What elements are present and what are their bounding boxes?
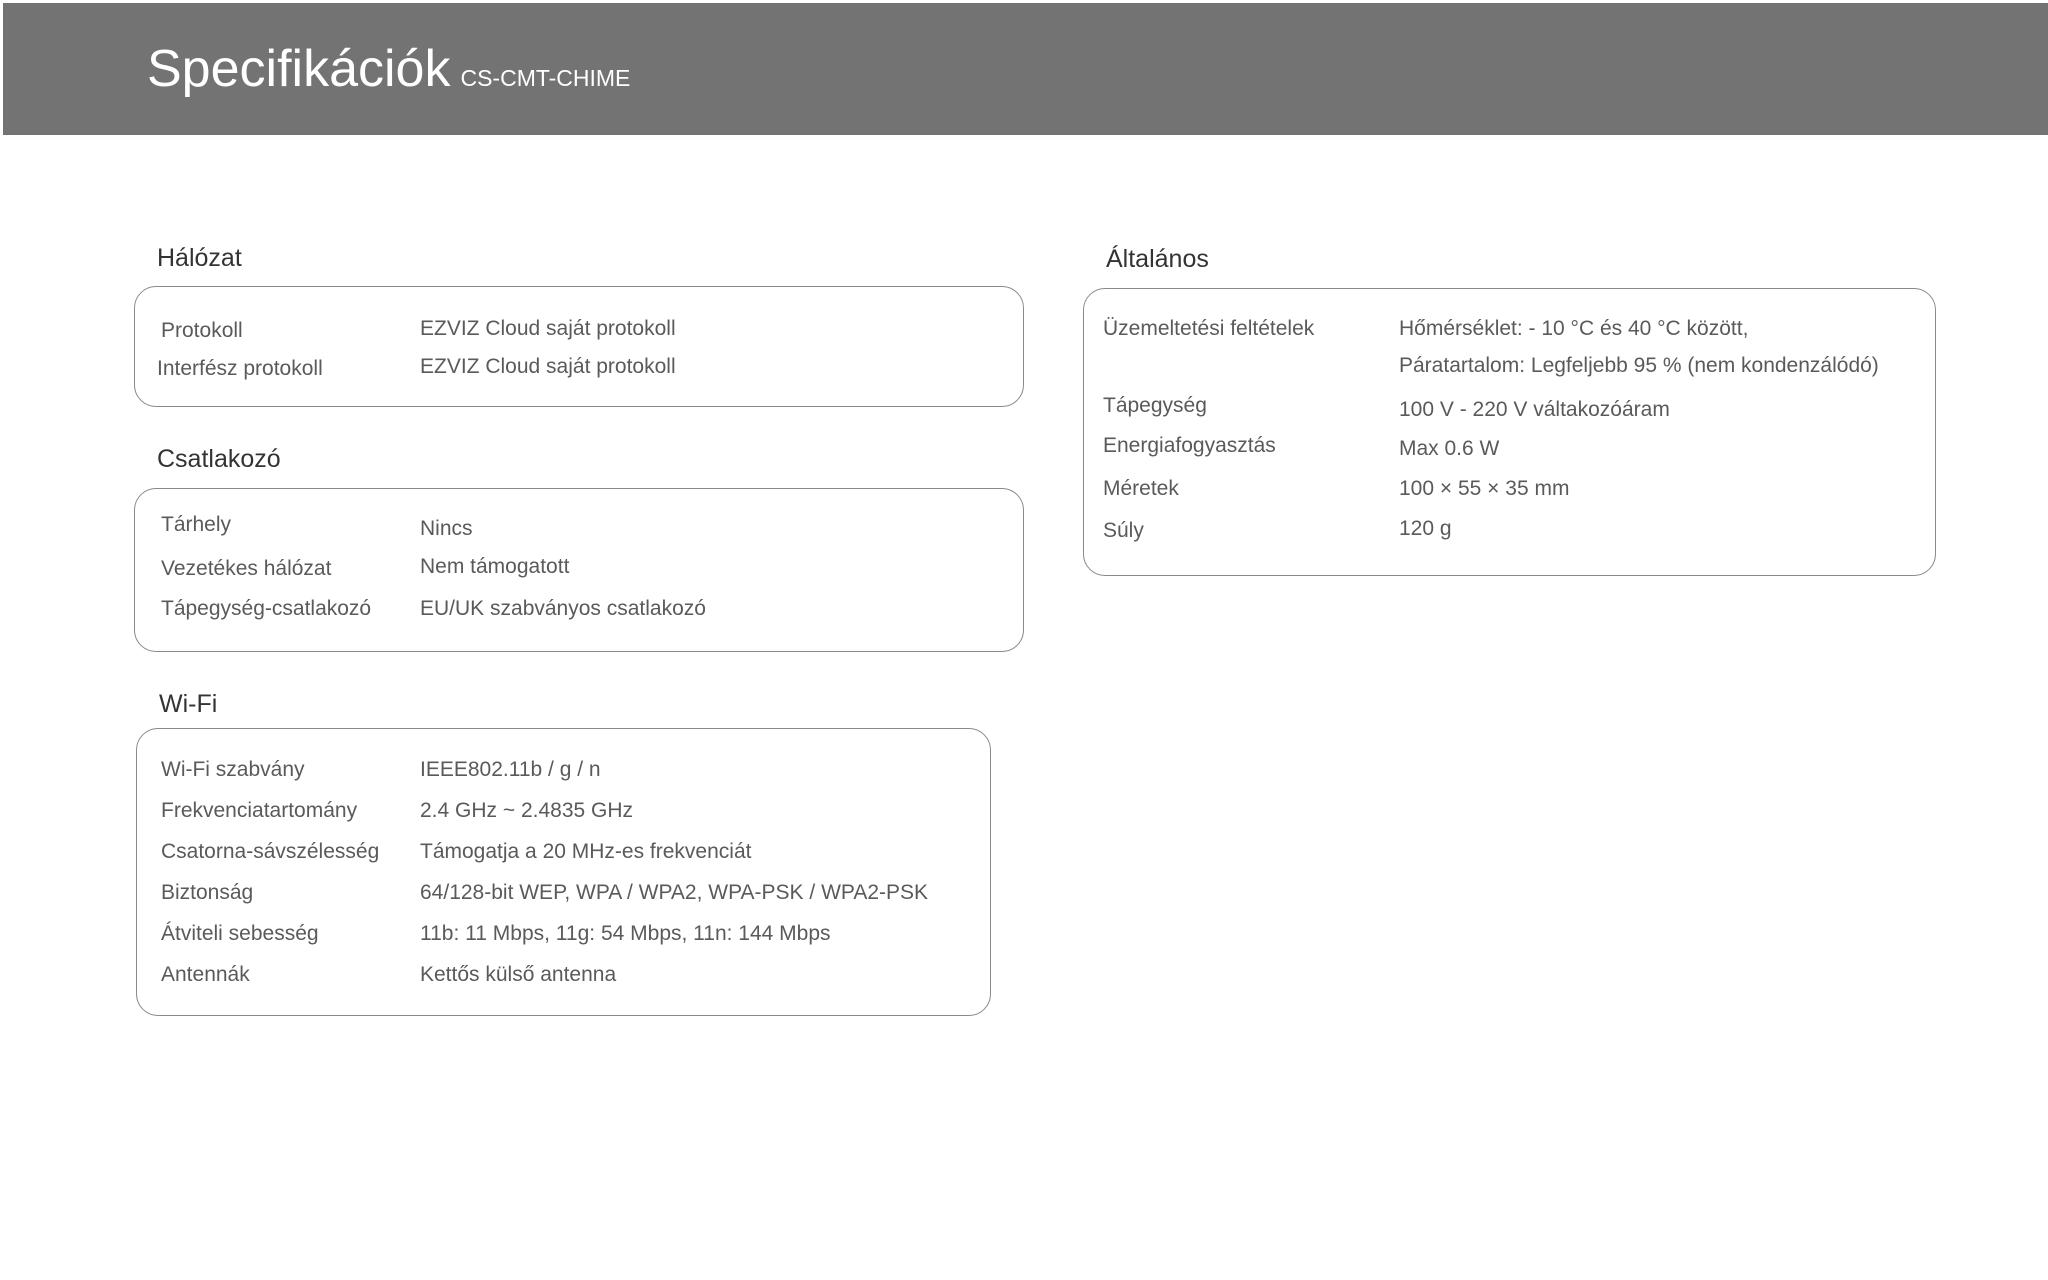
spec-label: Méretek [1103, 477, 1179, 500]
spec-label: Átviteli sebesség [161, 922, 319, 945]
spec-value: 100 × 55 × 35 mm [1399, 477, 1570, 500]
spec-label: Biztonság [161, 881, 254, 904]
spec-label: Tápegység-csatlakozó [161, 597, 372, 620]
section-box-halozat [134, 286, 1024, 407]
spec-label: Üzemeltetési feltételek [1103, 317, 1315, 340]
spec-value-line2: Páratartalom: Legfeljebb 95 % (nem kondenzálódó) [1399, 354, 1879, 377]
spec-label: Tápegység [1103, 394, 1207, 417]
spec-label: Antennák [161, 963, 250, 986]
spec-label: Wi-Fi szabvány [161, 758, 305, 781]
spec-value: 2.4 GHz ~ 2.4835 GHz [420, 799, 634, 822]
spec-value: EU/UK szabványos csatlakozó [420, 597, 706, 620]
spec-value: 120 g [1399, 517, 1452, 540]
spec-label: Interfész protokoll [157, 357, 323, 380]
header-bar [3, 3, 2048, 135]
model-number: CS-CMT-CHIME [460, 65, 631, 91]
spec-value: 64/128-bit WEP, WPA / WPA2, WPA-PSK / WPA2-PSK [420, 881, 929, 904]
section-title-csatlakozo: Csatlakozó [157, 445, 281, 473]
spec-value: Támogatja a 20 MHz-es frekvenciát [420, 840, 752, 863]
spec-label: Tárhely [161, 513, 232, 536]
spec-value: Max 0.6 W [1399, 437, 1500, 460]
spec-label: Vezetékes hálózat [161, 557, 332, 580]
spec-label: Protokoll [161, 319, 243, 342]
page-title [147, 39, 630, 99]
spec-label: Frekvenciatartomány [161, 799, 358, 822]
spec-value: Nem támogatott [420, 555, 570, 578]
spec-value: 100 V - 220 V váltakozóáram [1399, 398, 1670, 421]
title-text: Specifikációk [147, 40, 451, 98]
spec-value: Kettős külső antenna [420, 963, 617, 986]
spec-label: Súly [1103, 519, 1144, 542]
spec-label: Csatorna-sávszélesség [161, 840, 380, 863]
spec-value: 11b: 11 Mbps, 11g: 54 Mbps, 11n: 144 Mbps [420, 922, 831, 945]
spec-value: EZVIZ Cloud saját protokoll [420, 317, 676, 340]
spec-value: Hőmérséklet: - 10 °C és 40 °C között, [1399, 317, 1749, 340]
section-title-wifi: Wi-Fi [159, 690, 218, 718]
spec-value: EZVIZ Cloud saját protokoll [420, 355, 676, 378]
spec-value: IEEE802.11b / g / n [420, 758, 601, 781]
section-title-altalanos: Általános [1106, 245, 1209, 273]
spec-label: Energiafogyasztás [1103, 434, 1276, 457]
section-title-halozat: Hálózat [157, 244, 242, 272]
spec-value: Nincs [420, 517, 473, 540]
